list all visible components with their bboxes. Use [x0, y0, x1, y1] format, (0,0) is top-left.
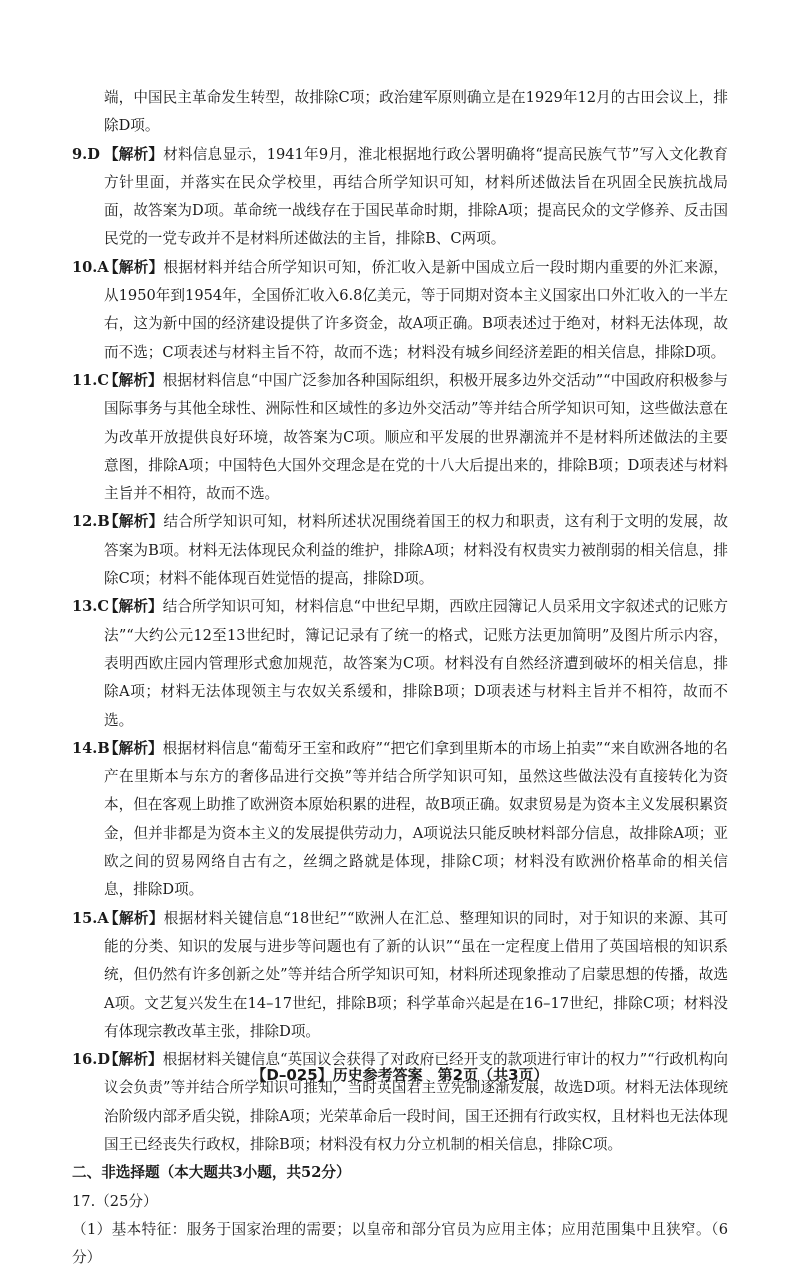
analysis-tag: 【解析】 [104, 598, 163, 616]
analysis-tag: 【解析】 [104, 909, 164, 927]
analysis-tag: 【解析】 [104, 739, 163, 757]
answer-number: 15.A [72, 909, 109, 927]
answer-number: 9.D [72, 145, 100, 163]
answer-item [72, 508, 728, 593]
answer-number: 13.C [72, 598, 110, 616]
analysis-tag: 【解析】 [104, 145, 164, 163]
analysis-text: 根据材料关键信息“英国议会获得了对政府已经开支的款项进行审计的权力”“行政机构向议会负责”等并结合所学知识可推知，当时英国君主立宪制逐渐发展，故选D项。材料无法体现统治阶级内部矛盾尖锐，排除A项；光荣革命后一段时间，国王还拥有行政实权，且材料也无法体现国王已经丧失行政权，排除B项；材料没有权力分立机制的相关信息，排除C项。 [104, 1051, 728, 1153]
analysis-text: 结合所学知识可知，材料所述状况围绕着国王的权力和职责，这有利于文明的发展，故答案为B项。材料无法体现民众利益的维护，排除A项；材料没有权贵实力被削弱的相关信息，排除C项；材料不能体现百姓觉悟的提高，排除D项。 [104, 513, 728, 588]
analysis-tag: 【解析】 [104, 258, 164, 276]
answer-number: 16.D [72, 1051, 111, 1069]
answer-number: 10.A [72, 258, 109, 276]
page-footer: 【D–025】历史参考答案 第2页（共3页） [251, 1066, 549, 1084]
question-17-part-1: （1）基本特征：服务于国家治理的需要；以皇帝和部分官员为应用主体；应用范围集中且狭窄。（6分） [72, 1220, 728, 1267]
analysis-text: 材料信息显示，1941年9月，淮北根据地行政公署明确将“提高民族气节”写入文化教育方针里面，并落实在民众学校里，再结合所学知识可知，材料所述做法旨在巩固全民族抗战局面，故答案为D项。革命统一战线存在于国民革命时期，排除A项；提高民众的文学修养、反击国民党的一党专政并不是材料所述做法的主旨，排除B、C两项。 [104, 145, 728, 248]
answer-item [72, 905, 728, 1046]
analysis-text: 根据材料信息“中国广泛参加各种国际组织，积极开展多边外交活动”“中国政府积极参与国际事务与其他全球性、洲际性和区域性的多边外交活动”等并结合所学知识可知，这些做法意在为改革开放提供良好环境，故答案为C项。顺应和平发展的世界潮流并不是材料所述做法的主要意图，排除A项；中国特色大国外交理念是在党的十八大后提出来的，排除B项；D项表述与材料主旨并不相符，故而不选。 [104, 371, 728, 503]
answer-list [72, 141, 728, 1160]
analysis-text: 根据材料并结合所学知识可知，侨汇收入是新中国成立后一段时期内重要的外汇来源，从1950年到1954年，全国侨汇收入6.8亿美元，等于同期对资本主义国家出口外汇收入的一半左右，这为新中国的经济建设提供了许多资金，故A项正确。B项表述过于绝对，材料无法体现，故而不选；C项表述与材料主旨不符，故而不选；材料没有城乡间经济差距的相关信息，排除D项。 [104, 258, 728, 361]
answer-item [72, 735, 728, 905]
analysis-text: 根据材料关键信息“18世纪”“欧洲人在汇总、整理知识的同时，对于知识的来源、其可能的分类、知识的发展与进步等问题也有了新的认识”“虽在一定程度上借用了英国培根的知识系统，但仍然有许多创新之处”等并结合所学知识可知，材料所述现象推动了启蒙思想的传播，故选A项。文艺复兴发生在14–17世纪，排除B项；科学革命兴起是在16–17世纪，排除C项；材料没有体现宗教改革主张，排除D项。 [104, 909, 728, 1040]
answer-item [72, 254, 728, 367]
analysis-text: 根据材料信息“葡萄牙王室和政府”“把它们拿到里斯本的市场上拍卖”“来自欧洲各地的名产在里斯本与东方的奢侈品进行交换”等并结合所学知识可知，虽然这些做法没有直接转化为资本，但在客观上助推了欧洲资本原始积累的进程，故B项正确。奴隶贸易是为资本主义发展积累资金，但并非都是为资本主义的发展提供劳动力，A项说法只能反映材料部分信息，故排除A项；亚欧之间的贸易网络自古有之，丝绸之路就是体现，排除C项；材料没有欧洲价格革命的相关信息，排除D项。 [104, 739, 728, 899]
answer-item [72, 367, 728, 508]
analysis-tag: 【解析】 [104, 1051, 163, 1069]
answer-number: 11.C [72, 371, 110, 389]
section-heading: 二、非选择题（本大题共3小题，共52分） [72, 1164, 351, 1182]
analysis-tag: 【解析】 [104, 371, 163, 389]
analysis-text: 结合所学知识可知，材料信息“中世纪早期，西欧庄园簿记人员采用文字叙述式的记账方法”“大约公元12至13世纪时，簿记记录有了统一的格式，记账方法更加简明”及图片所示内容，表明西欧庄园内管理形式愈加规范，故答案为C项。材料没有自然经济遭到破坏的相关信息，排除A项；材料无法体现领主与农奴关系缓和，排除B项；D项表述与材料主旨并不相符，故而不选。 [104, 598, 728, 729]
question-17-label: 17.（25分） [72, 1192, 158, 1210]
continued-paragraph: 端，中国民主革命发生转型，故排除C项；政治建军原则确立是在1929年12月的古田会议上，排除D项。 [104, 89, 728, 135]
answer-item [72, 593, 728, 734]
answer-number: 12.B [72, 513, 110, 531]
answer-number: 14.B [72, 739, 110, 757]
analysis-tag: 【解析】 [104, 513, 164, 531]
answer-item [72, 141, 728, 254]
